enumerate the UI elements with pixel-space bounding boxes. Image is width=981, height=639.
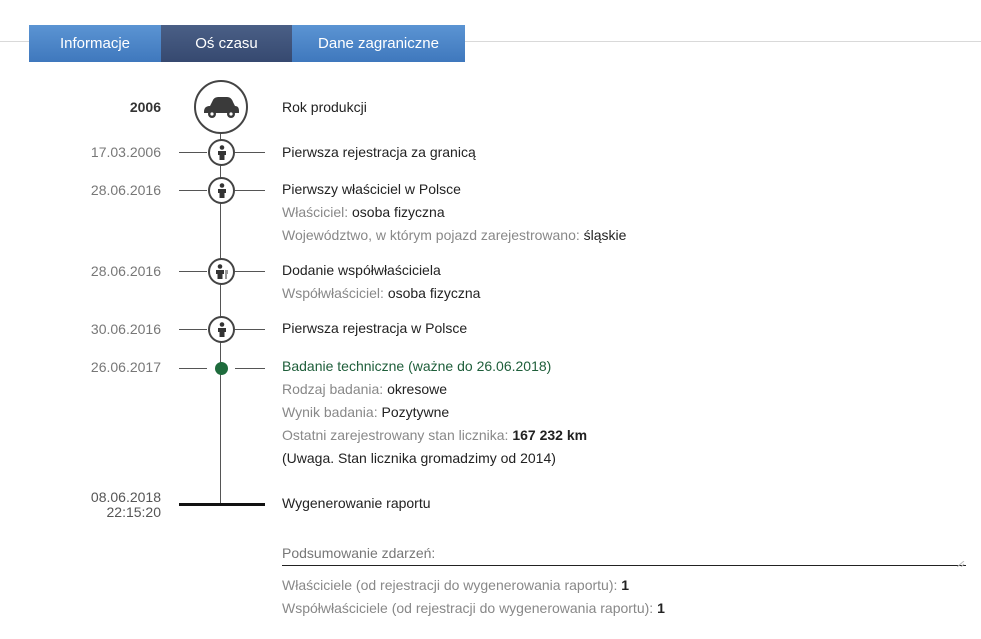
event-date: 28.06.2016 <box>90 182 161 198</box>
summary-value: 1 <box>657 600 665 616</box>
events-summary <box>282 545 966 620</box>
timeline-tick <box>179 190 207 191</box>
summary-label: Właściciele (od rejestracji do wygenerowania raportu): <box>282 577 618 593</box>
timeline-tick <box>235 329 265 330</box>
tab-os-czasu[interactable]: Oś czasu <box>161 25 292 62</box>
timeline-tick <box>235 152 265 153</box>
resize-grip-icon <box>957 561 965 567</box>
timeline-tick <box>179 329 207 330</box>
event-detail <box>282 424 587 447</box>
timeline-tick <box>179 368 207 369</box>
event-title: Badanie techniczne (ważne do 26.06.2018) <box>282 358 552 374</box>
event-detail <box>282 282 480 305</box>
timeline-event <box>282 355 587 470</box>
person-icon <box>208 177 235 204</box>
car-icon <box>194 80 248 134</box>
timeline-event <box>282 96 367 119</box>
event-date-time: 22:15:20 <box>106 504 161 520</box>
event-date <box>91 490 161 520</box>
summary-label: Współwłaściciele (od rejestracji do wygenerowania raportu): <box>282 600 654 616</box>
event-detail <box>282 201 626 224</box>
timeline-event <box>282 492 431 515</box>
person-icon <box>208 316 235 343</box>
timeline-tick <box>179 271 207 272</box>
event-date: 28.06.2016 <box>90 263 161 279</box>
event-date-day: 08.06.2018 <box>90 489 161 505</box>
tab-dane-zagraniczne[interactable]: Dane zagraniczne <box>292 25 465 62</box>
summary-heading: Podsumowanie zdarzeń: <box>282 545 966 566</box>
tab-informacje[interactable]: Informacje <box>29 25 161 62</box>
detail-label: Województwo, w którym pojazd zarejestrowano: <box>282 227 580 243</box>
event-date: 30.06.2016 <box>90 321 161 337</box>
timeline-event <box>282 141 476 164</box>
event-detail <box>282 378 587 401</box>
timeline-event <box>282 259 480 305</box>
event-title: Wygenerowanie raportu <box>282 495 431 511</box>
event-detail <box>282 401 587 424</box>
tab-bar <box>29 25 465 62</box>
detail-value: 167 232 km <box>512 427 588 443</box>
summary-row <box>282 597 966 620</box>
co-owner-icon <box>208 258 235 285</box>
event-date: 2006 <box>129 99 161 115</box>
event-title: Rok produkcji <box>282 99 367 115</box>
detail-label: Ostatni zarejestrowany stan licznika: <box>282 427 509 443</box>
event-title: Pierwsza rejestracja za granicą <box>282 144 476 160</box>
detail-label: Współwłaściciel: <box>282 285 384 301</box>
person-icon <box>208 139 235 166</box>
detail-value: okresowe <box>387 381 447 397</box>
event-date: 17.03.2006 <box>90 144 161 160</box>
timeline-tick <box>179 152 207 153</box>
timeline-tick <box>235 271 265 272</box>
status-dot-icon <box>215 362 228 375</box>
event-title: Dodanie współwłaściciela <box>282 262 441 278</box>
detail-value: śląskie <box>583 227 627 243</box>
event-detail <box>282 224 626 247</box>
detail-value: osoba fizyczna <box>352 204 445 220</box>
event-note: (Uwaga. Stan licznika gromadzimy od 2014) <box>282 450 556 466</box>
event-date: 26.06.2017 <box>90 359 161 375</box>
timeline-event <box>282 317 467 340</box>
detail-value: Pozytywne <box>381 404 450 420</box>
timeline-tick <box>235 368 265 369</box>
summary-row <box>282 574 966 597</box>
timeline-tick <box>235 190 265 191</box>
detail-label: Wynik badania: <box>282 404 378 420</box>
summary-value: 1 <box>621 577 630 593</box>
timeline-event <box>282 178 626 247</box>
event-title: Pierwszy właściciel w Polsce <box>282 181 461 197</box>
detail-label: Właściciel: <box>282 204 349 220</box>
event-title: Pierwsza rejestracja w Polsce <box>282 320 468 336</box>
timeline-end-bar <box>179 503 265 506</box>
detail-value: osoba fizyczna <box>387 285 481 301</box>
detail-label: Rodzaj badania: <box>282 381 384 397</box>
